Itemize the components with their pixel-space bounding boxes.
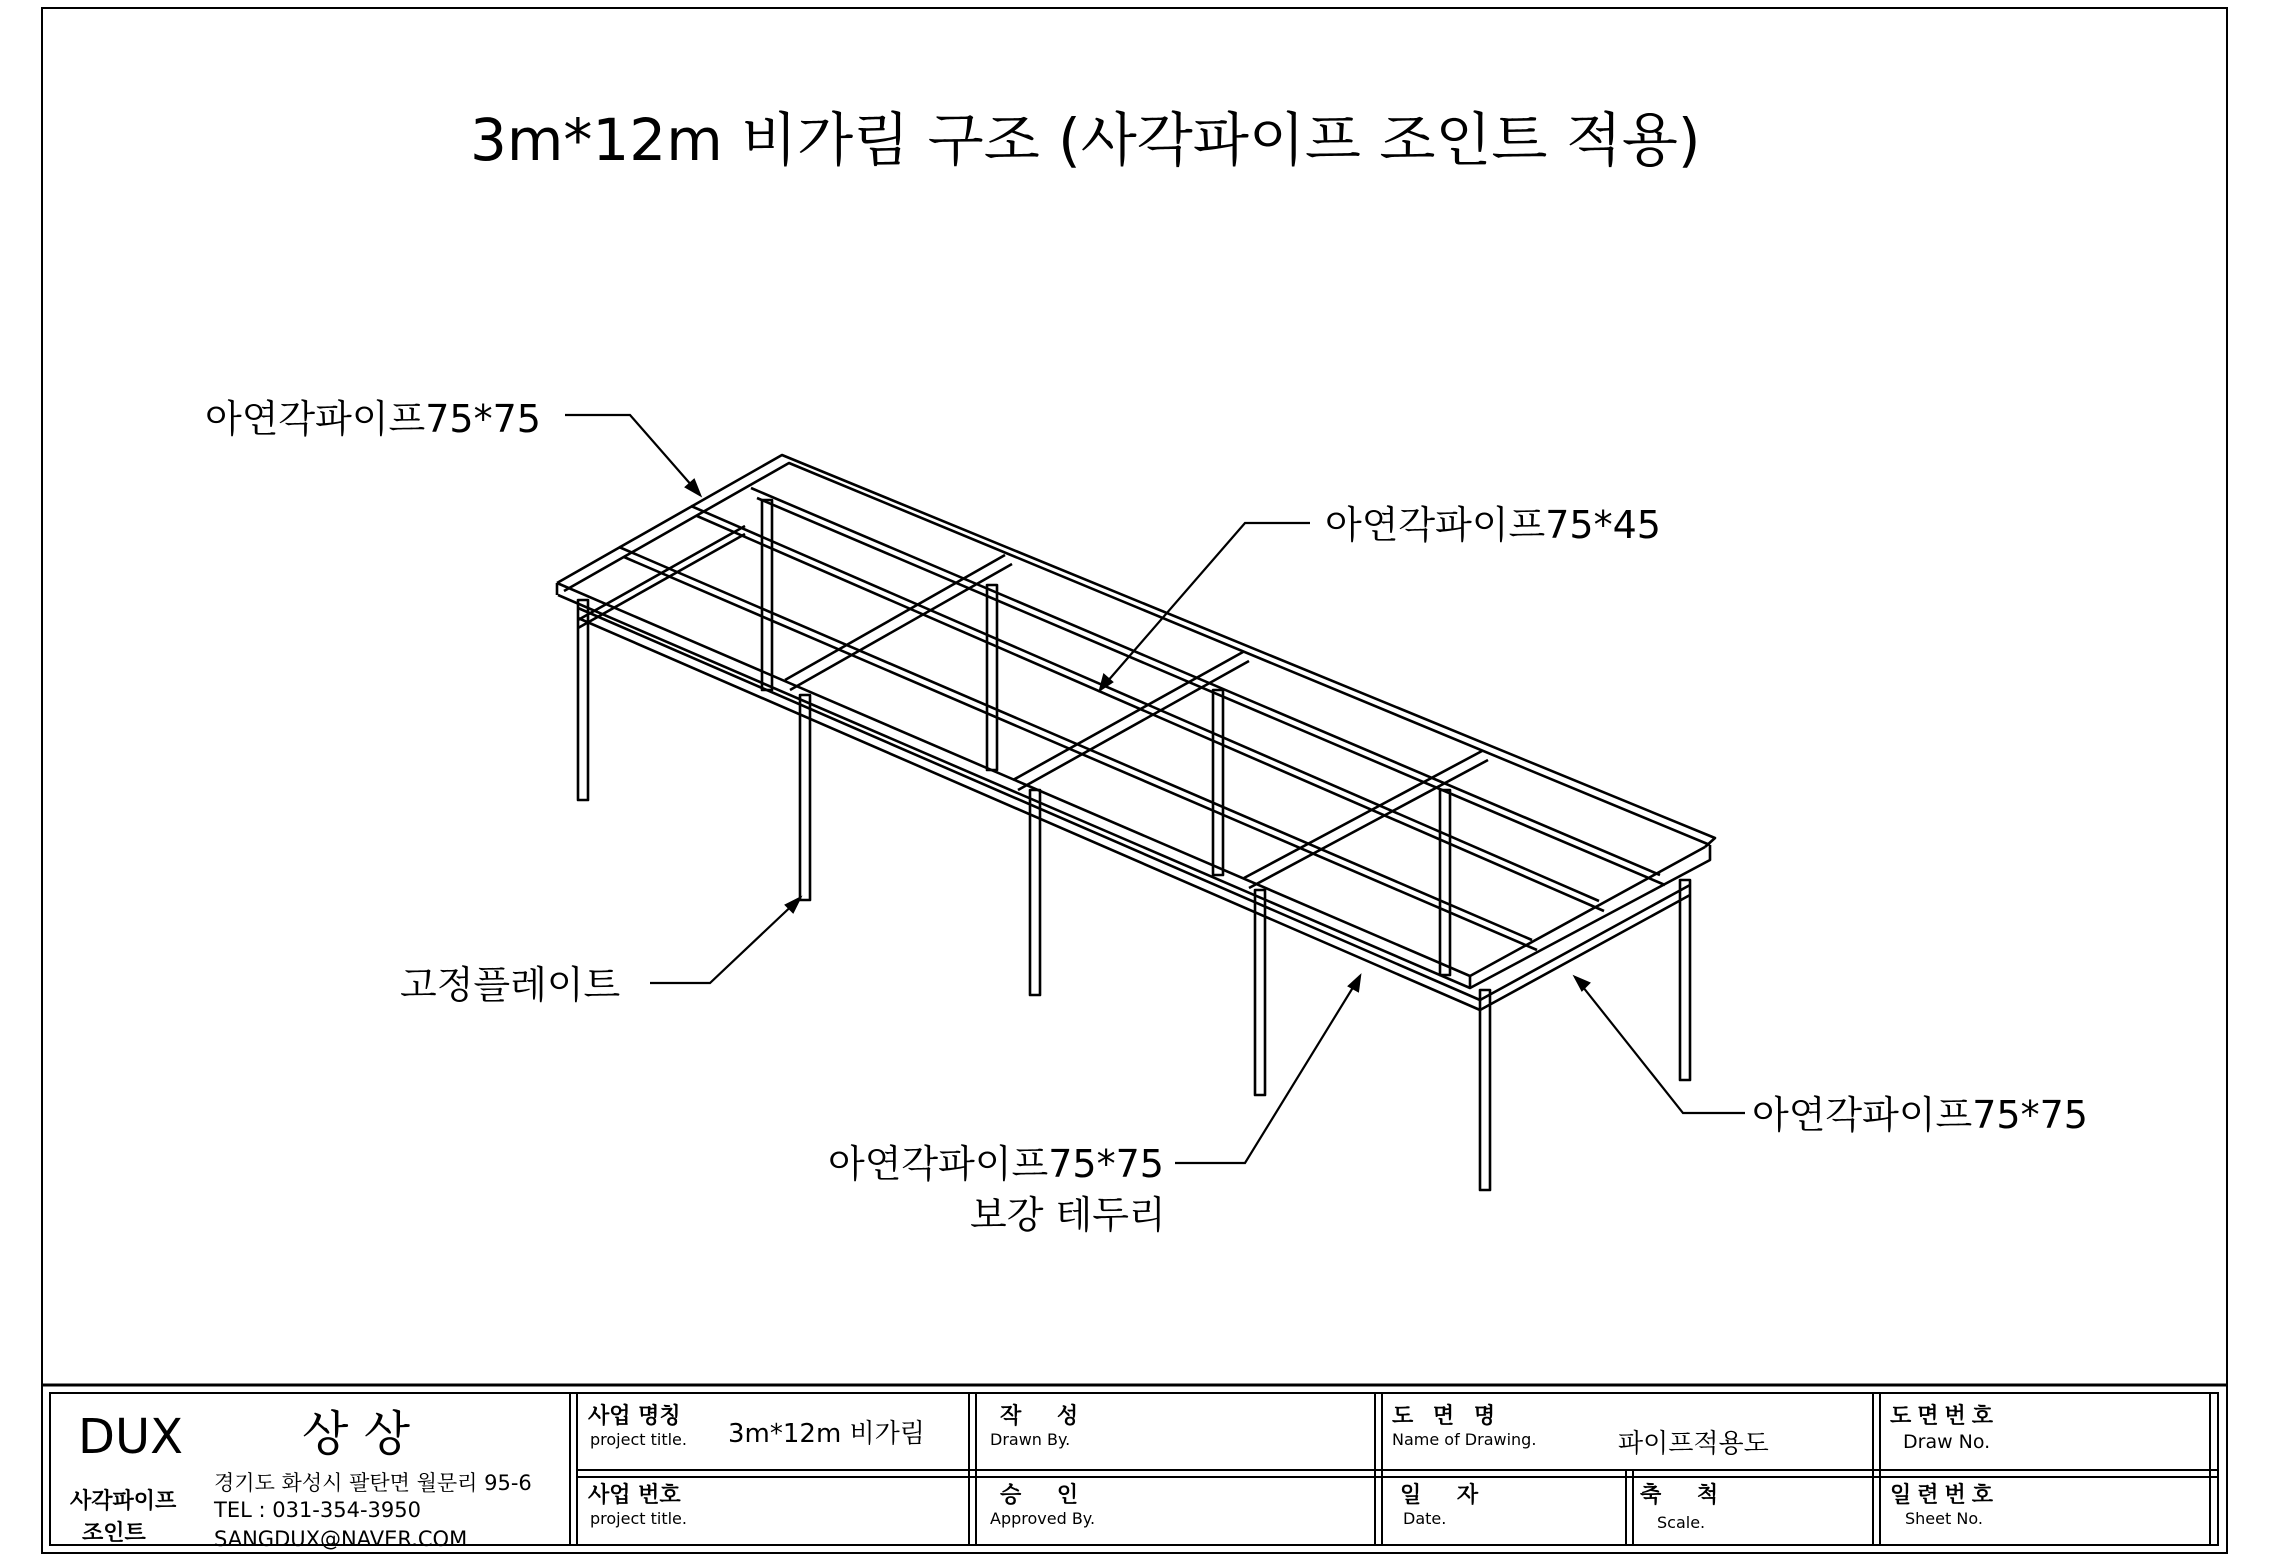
company-product-line2: 조인트 bbox=[82, 1521, 146, 1546]
project-no-label-ko: 사업 번호 bbox=[588, 1483, 681, 1508]
sheet-no-label-en: Sheet No. bbox=[1905, 1509, 1983, 1528]
project-name-value: 3m*12m 비가림 bbox=[728, 1419, 925, 1449]
scale-label-en: Scale. bbox=[1657, 1513, 1706, 1532]
drawing-name-label-ko: 도 면 명 bbox=[1392, 1404, 1502, 1429]
company-name: 상 상 bbox=[302, 1406, 410, 1462]
leader-reinforce bbox=[1175, 976, 1360, 1163]
back-columns bbox=[762, 500, 1690, 1080]
approved-by-label-ko: 승 인 bbox=[1000, 1483, 1093, 1508]
sheet-border bbox=[42, 8, 2227, 1553]
label-reinforce-caption: 보강 테두리 bbox=[970, 1193, 1166, 1237]
project-name-label-en: project title. bbox=[590, 1430, 687, 1449]
project-no-label-en: project title. bbox=[590, 1509, 687, 1528]
approved-by-label-en: Approved By. bbox=[990, 1509, 1096, 1528]
label-pipe-center: 아연각파이프75*45 bbox=[1325, 503, 1661, 547]
label-pipe-top-left: 아연각파이프75*75 bbox=[205, 397, 541, 441]
company-brand: DUX bbox=[78, 1409, 183, 1465]
label-fixing-plate: 고정플레이트 bbox=[400, 963, 621, 1007]
project-name-label-ko: 사업 명칭 bbox=[588, 1404, 681, 1429]
drawn-by-label-en: Drawn By. bbox=[990, 1430, 1071, 1449]
scale-label-ko: 축 척 bbox=[1640, 1483, 1733, 1508]
leader-right bbox=[1575, 977, 1745, 1113]
date-label-en: Date. bbox=[1403, 1509, 1447, 1528]
label-pipe-right: 아연각파이프75*75 bbox=[1752, 1093, 2088, 1137]
company-tel: TEL : 031-354-3950 bbox=[214, 1498, 421, 1522]
company-product-line1: 사각파이프 bbox=[70, 1489, 177, 1514]
drawing-title: 3m*12m 비가림 구조 (사각파이프 조인트 적용) bbox=[470, 106, 1701, 174]
drawn-by-label-ko: 작 성 bbox=[1000, 1404, 1093, 1429]
label-pipe-reinforce: 아연각파이프75*75 bbox=[828, 1142, 1164, 1186]
drawing-no-label-en: Draw No. bbox=[1903, 1431, 1991, 1453]
date-label-ko: 일 자 bbox=[1400, 1483, 1493, 1508]
cross-beams bbox=[785, 555, 1488, 888]
company-address: 경기도 화성시 팔탄면 월문리 95-6 bbox=[214, 1471, 532, 1495]
sheet-no-label-ko: 일련번호 bbox=[1890, 1483, 2000, 1508]
drawing-name-value: 파이프적용도 bbox=[1618, 1429, 1769, 1459]
frame-structure bbox=[557, 455, 1715, 1190]
leader-top-left bbox=[565, 415, 700, 495]
company-email: SANGDUX@NAVER.COM bbox=[214, 1527, 468, 1551]
drawing-name-label-en: Name of Drawing. bbox=[1392, 1430, 1537, 1449]
purlins bbox=[619, 488, 1665, 950]
leader-fixing-plate bbox=[650, 898, 800, 983]
drawing-no-label-ko: 도면번호 bbox=[1890, 1404, 2000, 1429]
